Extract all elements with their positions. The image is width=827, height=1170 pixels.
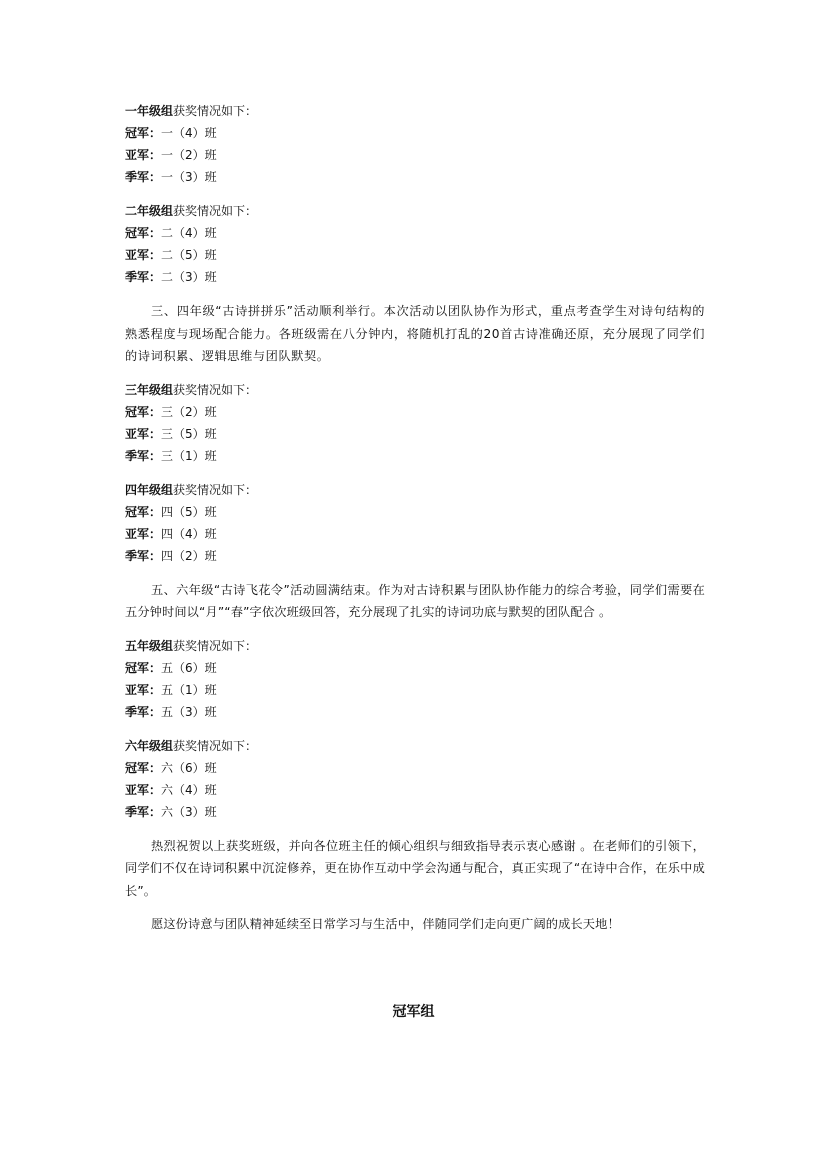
award-line-runner-up: 亚军：四（4）班 <box>125 526 217 541</box>
award-line-runner-up: 亚军：五（1）班 <box>125 682 217 697</box>
award-line-third: 季军：五（3）班 <box>125 704 217 719</box>
award-group-heading: 六年级组获奖情况如下： <box>125 738 258 753</box>
paragraph-congratulations: 热烈祝贺以上获奖班级，并向各位班主任的倾心组织与细致指导表示衷心感谢 。在老师们的引领下，同学们不仅在诗词积累中沉淀修养，更在协作互动中学会沟通与配合，真正实现了“在诗中合作，在乐中成长”。 <box>125 838 705 898</box>
award-group-heading: 五年级组获奖情况如下： <box>125 638 258 653</box>
award-line-champion: 冠军：二（4）班 <box>125 226 217 240</box>
award-line-third: 季军：二（3）班 <box>125 270 217 284</box>
award-group-grade-5 <box>125 635 705 723</box>
award-line-champion: 冠军：三（2）班 <box>125 404 217 419</box>
award-group-heading: 二年级组获奖情况如下： <box>125 204 258 218</box>
paragraph-grade-5-6-intro: 五、六年级“古诗飞花令”活动圆满结束。作为对古诗积累与团队协作能力的综合考验，同学们需要在五分钟时间以“月”“春”字依次班级回答，充分展现了扎实的诗词功底与默契的团队配合 。 <box>125 582 705 619</box>
award-group-grade-2 <box>125 200 705 288</box>
award-line-runner-up: 亚军：一（2）班 <box>125 148 217 162</box>
award-line-third: 季军：四（2）班 <box>125 548 217 563</box>
section-title: 冠军组 <box>392 1004 435 1020</box>
paragraph-grade-3-4-intro: 三、四年级“古诗拼拼乐”活动顺利举行。本次活动以团队协作为形式，重点考查学生对诗句结构的熟悉程度与现场配合能力。各班级需在八分钟内，将随机打乱的20首古诗准确还原，充分展现了同学们的诗词积累、逻辑思维与团队默契。 <box>125 304 705 363</box>
award-line-runner-up: 亚军：二（5）班 <box>125 248 217 262</box>
award-line-runner-up: 亚军：三（5）班 <box>125 426 217 441</box>
document-body <box>125 100 705 947</box>
award-line-third: 季军：六（3）班 <box>125 804 217 819</box>
award-group-grade-6 <box>125 735 705 823</box>
award-line-champion: 冠军：六（6）班 <box>125 760 217 775</box>
award-group-heading: 四年级组获奖情况如下： <box>125 482 258 497</box>
award-line-champion: 冠军：四（5）班 <box>125 504 217 519</box>
award-line-champion: 冠军：五（6）班 <box>125 660 217 675</box>
award-line-third: 季军：三（1）班 <box>125 448 217 463</box>
award-group-heading: 三年级组获奖情况如下： <box>125 382 258 397</box>
award-line-runner-up: 亚军：六（4）班 <box>125 782 217 797</box>
award-group-heading: 一年级组获奖情况如下： <box>125 104 258 118</box>
award-group-grade-3 <box>125 379 705 467</box>
award-group-grade-1 <box>125 100 705 188</box>
award-group-grade-4 <box>125 479 705 567</box>
paragraph-closing-wish: 愿这份诗意与团队精神延续至日常学习与生活中，伴随同学们走向更广阔的成长天地！ <box>151 917 620 931</box>
award-line-third: 季军：一（3）班 <box>125 170 217 184</box>
award-line-champion: 冠军：一（4）班 <box>125 126 217 140</box>
